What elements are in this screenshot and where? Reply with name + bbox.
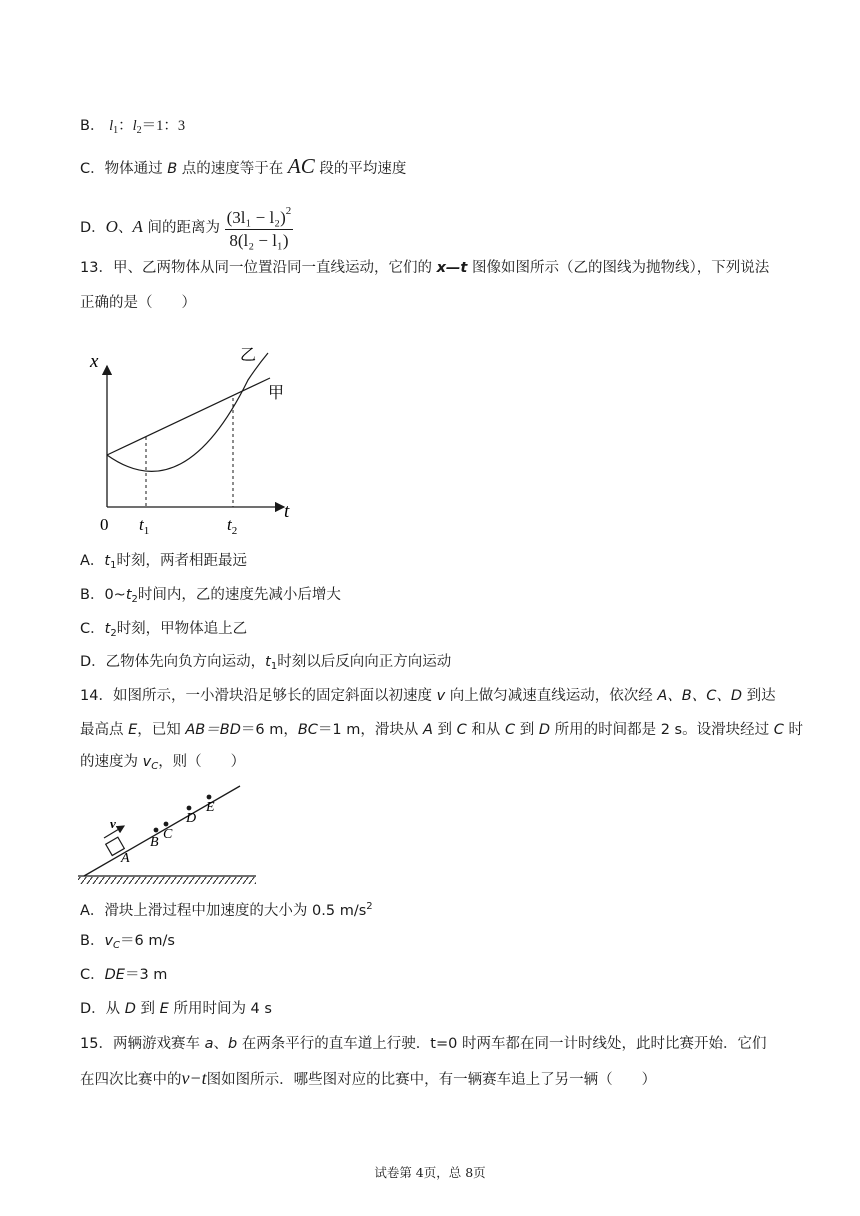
q15-stem-line2: 在四次比赛中的v−t图如图所示．哪些图对应的比赛中，有一辆赛车追上了另一辆（ ） <box>80 1068 657 1088</box>
q14-option-d: D．从 D 到 E 所用时间为 4 s <box>80 1001 272 1017</box>
q14-stem-line1: 14．如图所示，一小滑块沿足够长的固定斜面以初速度 v 向上做匀减速直线运动，依次经 A、B、C、D 到达 <box>80 688 776 704</box>
t2-label: $t_2$ <box>227 515 238 537</box>
q13-stem-line2: 正确的是（ ） <box>80 295 196 311</box>
d-label: D <box>186 811 197 826</box>
t1-label: $t_1$ <box>139 515 150 537</box>
jia-label: 甲 <box>268 383 285 402</box>
a-label: A <box>121 851 130 866</box>
q12-option-b: B． $l_1$：$l_2=1$：3 <box>80 118 186 136</box>
q14-stem-line3: 的速度为 $v_C$，则（ ） <box>80 754 246 772</box>
q14-option-b: B．$v_C=6$ m/s <box>80 933 175 951</box>
point-e <box>207 795 212 800</box>
q14-option-a: A．滑块上滑过程中加速度的大小为 0.5 $m/s^2$ <box>80 901 373 919</box>
q13-option-a: A．$t_1$时刻，两者相距最远 <box>80 553 247 571</box>
c-label: C <box>163 827 173 842</box>
ground-hatch <box>78 877 256 884</box>
x-axis-label: x <box>90 351 99 372</box>
b-label: B <box>150 835 159 850</box>
q13-option-c: C．$t_2$时刻，甲物体追上乙 <box>80 621 248 639</box>
point-c <box>164 822 169 827</box>
q12-option-d: D．O、A 间的距离为 $\frac{(3l_1 - l_2)^2}{\text{8(l₂ − l₁)}}$ <box>80 203 293 253</box>
q12-option-c: C．物体通过 B 点的速度等于在 AC 段的平均速度 <box>80 154 407 178</box>
q13-option-d: D．乙物体先向负方向运动，$t_1$时刻以后反向向正方向运动 <box>80 654 452 672</box>
page-footer: 试卷第 4页，总 8页 <box>374 1165 486 1180</box>
e-label: E <box>206 800 215 815</box>
q13-option-b: B．$0\sim t_2$时间内，乙的速度先减小后增大 <box>80 587 341 605</box>
origin-label: 0 <box>100 515 109 534</box>
v-label: v <box>110 816 116 831</box>
q14-stem-line2: 最高点 E，已知 AB＝BD＝6 m，BC＝1 m，滑块从 A 到 C 和从 C 到 D 所用的时间都是 2 s。设滑块经过 C 时 <box>80 722 803 738</box>
incline <box>84 786 240 876</box>
point-d <box>187 806 192 811</box>
q14-option-c: C．DE＝3 m <box>80 967 168 983</box>
q13-stem-line1: 13．甲、乙两物体从同一位置沿同一直线运动，它们的 x—t 图像如图所示（乙的图线为抛物线），下列说法 <box>80 260 770 276</box>
yi-label: 乙 <box>240 345 257 364</box>
t-axis-label: t <box>284 501 290 522</box>
q15-stem-line1: 15．两辆游戏赛车 a、b 在两条平行的直车道上行驶．t=0 时两车都在同一计时线处，此时比赛开始．它们 <box>80 1036 767 1052</box>
point-b <box>154 828 159 833</box>
distance-fraction: $\frac{(3l_1 - l_2)^2}{\text{8(l₂ − l₁)}}$ <box>225 201 294 251</box>
